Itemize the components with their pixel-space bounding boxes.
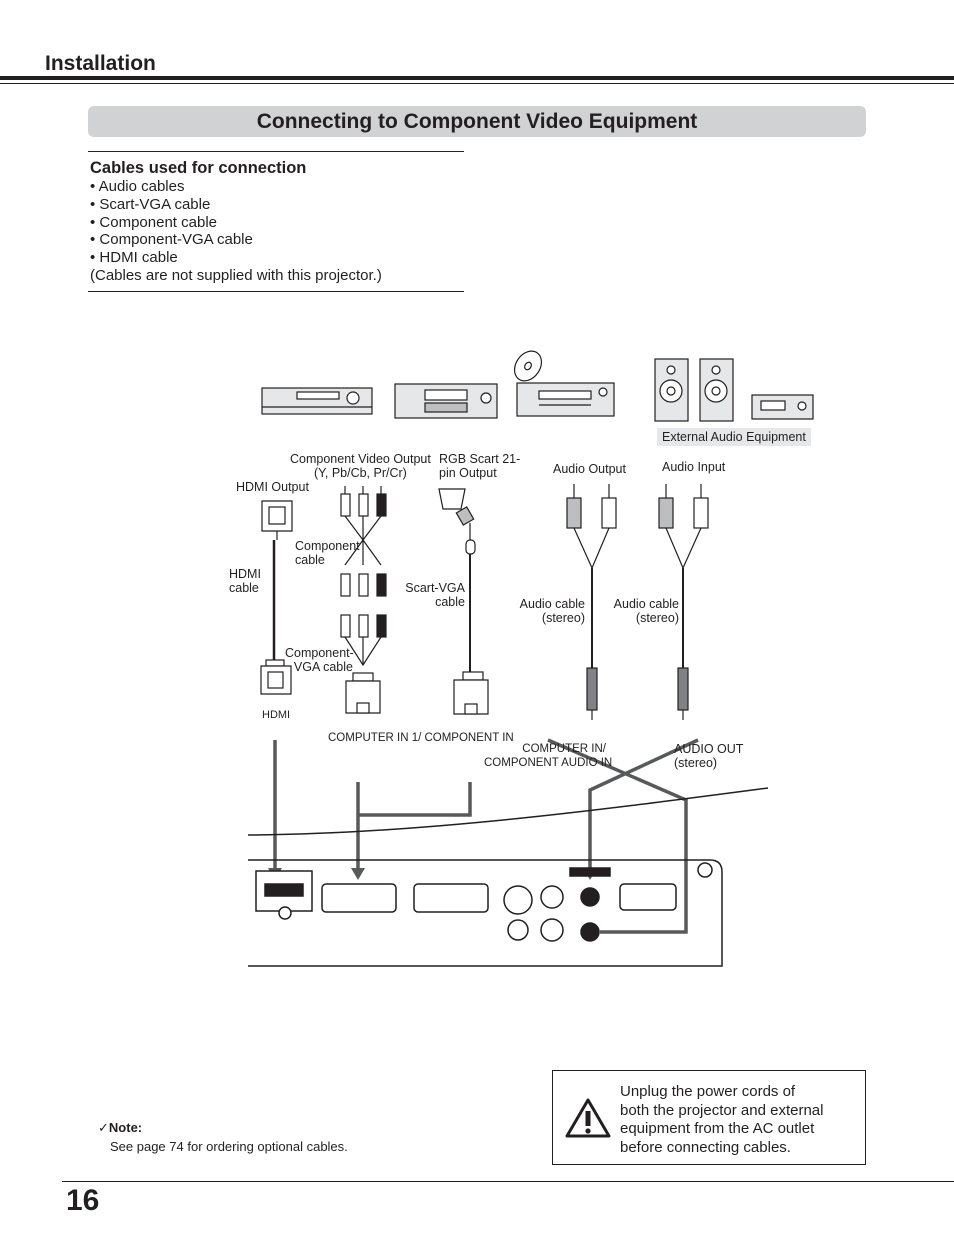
hdmi-cable-label: HDMI cable bbox=[229, 567, 261, 595]
projector-panel bbox=[248, 788, 768, 966]
vga-connector-right bbox=[454, 672, 488, 714]
cable-item: • HDMI cable bbox=[90, 249, 178, 267]
cable-item: • Component-VGA cable bbox=[90, 231, 253, 249]
scart-vga-cable-label: Scart-VGA cable bbox=[405, 581, 465, 609]
external-audio-label: External Audio Equipment bbox=[662, 430, 806, 444]
audio-input-label: Audio Input bbox=[662, 460, 726, 474]
section-title: Installation bbox=[45, 52, 156, 75]
hdmi-label: HDMI bbox=[262, 709, 291, 721]
audio-output-label: Audio Output bbox=[553, 462, 626, 476]
audio-cable-label: Audio cable (stereo) bbox=[613, 597, 679, 625]
computer-audio-in-label: COMPUTER IN/ COMPONENT AUDIO IN bbox=[484, 743, 613, 769]
audio-cable-label: Audio cable (stereo) bbox=[519, 597, 585, 625]
warning-text: Unplug the power cords of both the projector and external equipment from the AC outlet before connecting cables. bbox=[620, 1083, 824, 1156]
disc-player-illustration bbox=[509, 346, 614, 416]
cables-heading: Cables used for connection bbox=[90, 159, 307, 177]
rgb-scart-label: RGB Scart 21- pin Output bbox=[439, 452, 521, 480]
cable-item: • Audio cables bbox=[90, 178, 185, 195]
speaker-illustration bbox=[655, 359, 813, 421]
check-icon: ✓ bbox=[98, 1120, 109, 1135]
note-label: Note: bbox=[108, 1120, 143, 1135]
vcr-illustration bbox=[395, 384, 497, 418]
cable-item: • Component cable bbox=[90, 213, 217, 231]
hdmi-connector-top bbox=[262, 501, 292, 540]
warning-box bbox=[552, 1070, 866, 1165]
cable-item: • Scart-VGA cable bbox=[90, 195, 211, 213]
computer-in-1-label: COMPUTER IN 1/ COMPONENT IN bbox=[328, 732, 514, 744]
component-cable-label: Component cable bbox=[295, 539, 360, 567]
vga-connector-left bbox=[346, 673, 380, 713]
component-video-output-label: Component Video Output (Y, Pb/Cb, Pr/Cr) bbox=[290, 452, 431, 480]
footer-rule bbox=[62, 1181, 954, 1182]
page-number: 16 bbox=[66, 1184, 100, 1217]
note-text: See page 74 for ordering optional cables. bbox=[110, 1139, 348, 1154]
audio-out-label: AUDIO OUT (stereo) bbox=[674, 742, 744, 770]
dvd-player-illustration bbox=[262, 388, 372, 414]
page-title: Connecting to Component Video Equipment bbox=[88, 106, 866, 137]
component-vga-cable-label: Component- VGA cable bbox=[285, 646, 354, 674]
hdmi-output-label: HDMI Output bbox=[236, 480, 309, 494]
warning-icon bbox=[565, 1098, 611, 1138]
cables-footnote: (Cables are not supplied with this projector.) bbox=[90, 267, 382, 284]
note bbox=[98, 1120, 348, 1154]
